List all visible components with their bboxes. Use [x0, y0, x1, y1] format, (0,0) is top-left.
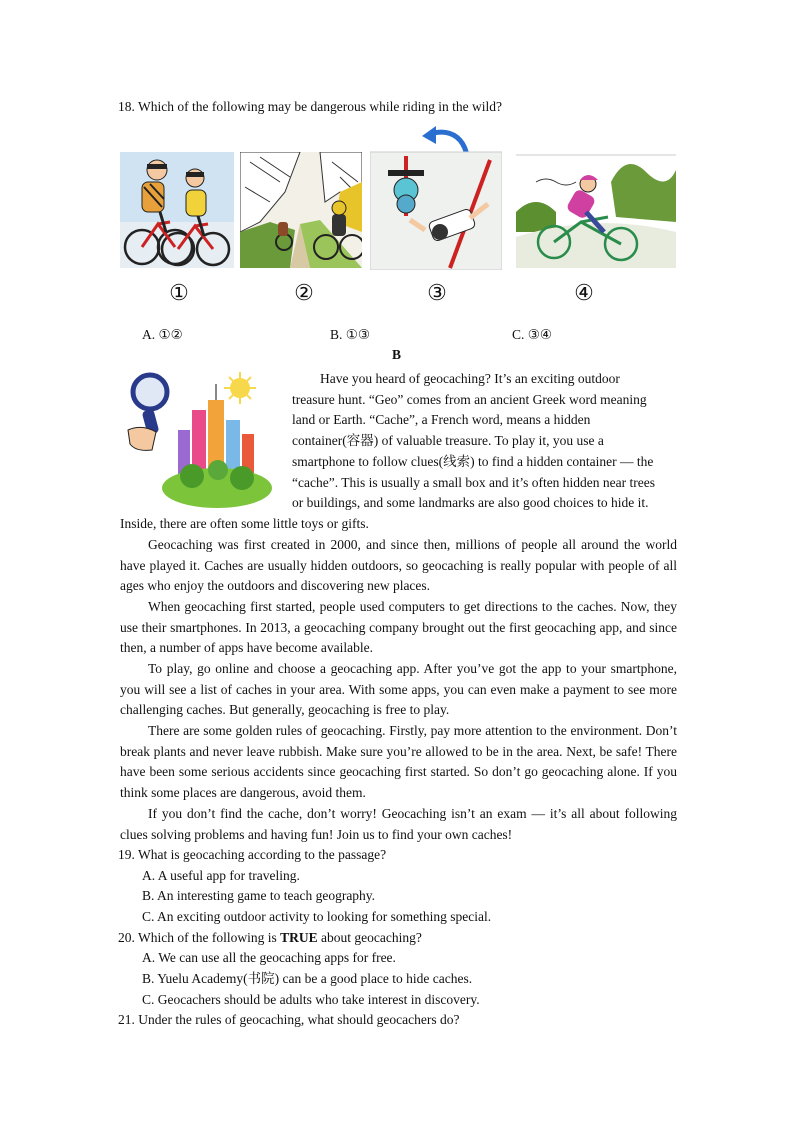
question-18: 18. Which of the following may be dangerous while riding in the wild? — [118, 99, 503, 114]
picture-2-mountain-trail — [240, 152, 362, 268]
section-heading-b: B — [392, 347, 402, 362]
question-19: 19. What is geocaching according to the passage? — [118, 847, 387, 862]
intro-line-6: “cache”. This is usually a small box and it’s often hidden near trees — [292, 474, 656, 490]
picture-number-4: ④ — [574, 280, 594, 305]
q20-text-bold: TRUE — [280, 930, 318, 945]
paragraph-4: To play, go online and choose a geocaching app. After you’ve got the app to your smartphone, you will see a list of caches in your area. With some apps, you can even make a payment to see more challenging caches. But generally, geocaching is free to play. — [120, 661, 677, 718]
magnifier-city-illustration — [122, 370, 274, 510]
picture-number-2: ② — [294, 280, 314, 305]
paragraph-2: Geocaching was first created in 2000, and since then, millions of people all around the world have played it. Caches are usually hidden outdoors, so geocaching is really popular with people of all ages who enjoy the outdoors and discovering new places. — [120, 537, 677, 594]
choice-b: B. ①③ — [330, 327, 370, 342]
intro-tail: Inside, there are often some little toys or gifts. — [120, 516, 369, 531]
intro-line-7: or buildings, and some landmarks are also good choices to hide it. — [292, 495, 649, 511]
intro-line-4: container(容器) of valuable treasure. To play it, you use a — [292, 433, 604, 449]
question-21: 21. Under the rules of geocaching, what should geocachers do? — [118, 1012, 460, 1027]
paragraph-5: There are some golden rules of geocaching. Firstly, pay more attention to the environment. Don’t break plants and never leave rubbish. Make sure you’re allowed to be in the area. Next, be safe! There have been some serious accidents since geocaching first started. So don’t go geocaching alone. If you think some places are dangerous, avoid them. — [120, 723, 677, 801]
q19-option-a: A. A useful app for traveling. — [142, 868, 300, 883]
picture-1-cyclists-side-by-side — [120, 152, 234, 268]
q19-option-c: C. An exciting outdoor activity to looking for something special. — [142, 909, 492, 924]
q19-option-b: B. An interesting game to teach geography. — [142, 888, 376, 903]
question-20 — [118, 928, 422, 949]
paragraph-6: If you don’t find the cache, don’t worry! Geocaching isn’t an exam — it’s all about following clues solving problems and having fun! Join us to find your own caches! — [120, 806, 677, 842]
passage-intro — [292, 369, 677, 514]
intro-line-1: Have you heard of geocaching? It’s an exciting outdoor — [320, 371, 620, 386]
picture-4-single-cyclist — [516, 152, 676, 268]
q20-text-pre: 20. Which of the following is — [118, 930, 281, 945]
intro-line-3: land or Earth. “Cache”, a French word, means a hidden — [292, 412, 591, 428]
intro-line-5: smartphone to follow clues(线索) to find a hidden container — the — [292, 453, 654, 469]
q20-option-b: B. Yuelu Academy(书院) can be a good place to hide caches. — [142, 971, 473, 986]
picture-3-no-hands-riding — [370, 120, 502, 270]
choice-c: C. ③④ — [512, 327, 552, 342]
q20-option-c: C. Geocachers should be adults who take interest in discovery. — [142, 992, 480, 1007]
choice-a: A. ①② — [142, 327, 183, 342]
picture-number-1: ① — [169, 280, 189, 305]
picture-number-3: ③ — [427, 280, 447, 305]
intro-line-2: treasure hunt. “Geo” comes from an ancient Greek word meaning — [292, 391, 647, 407]
q20-text-post: about geocaching? — [317, 930, 422, 945]
q20-option-a: A. We can use all the geocaching apps for free. — [142, 950, 396, 965]
paragraph-3: When geocaching first started, people used computers to get directions to the caches. Now, they use their smartphones. In 2013, a geocaching company brought out the first geocaching app, and since then, a number of apps have become available. — [120, 599, 677, 656]
